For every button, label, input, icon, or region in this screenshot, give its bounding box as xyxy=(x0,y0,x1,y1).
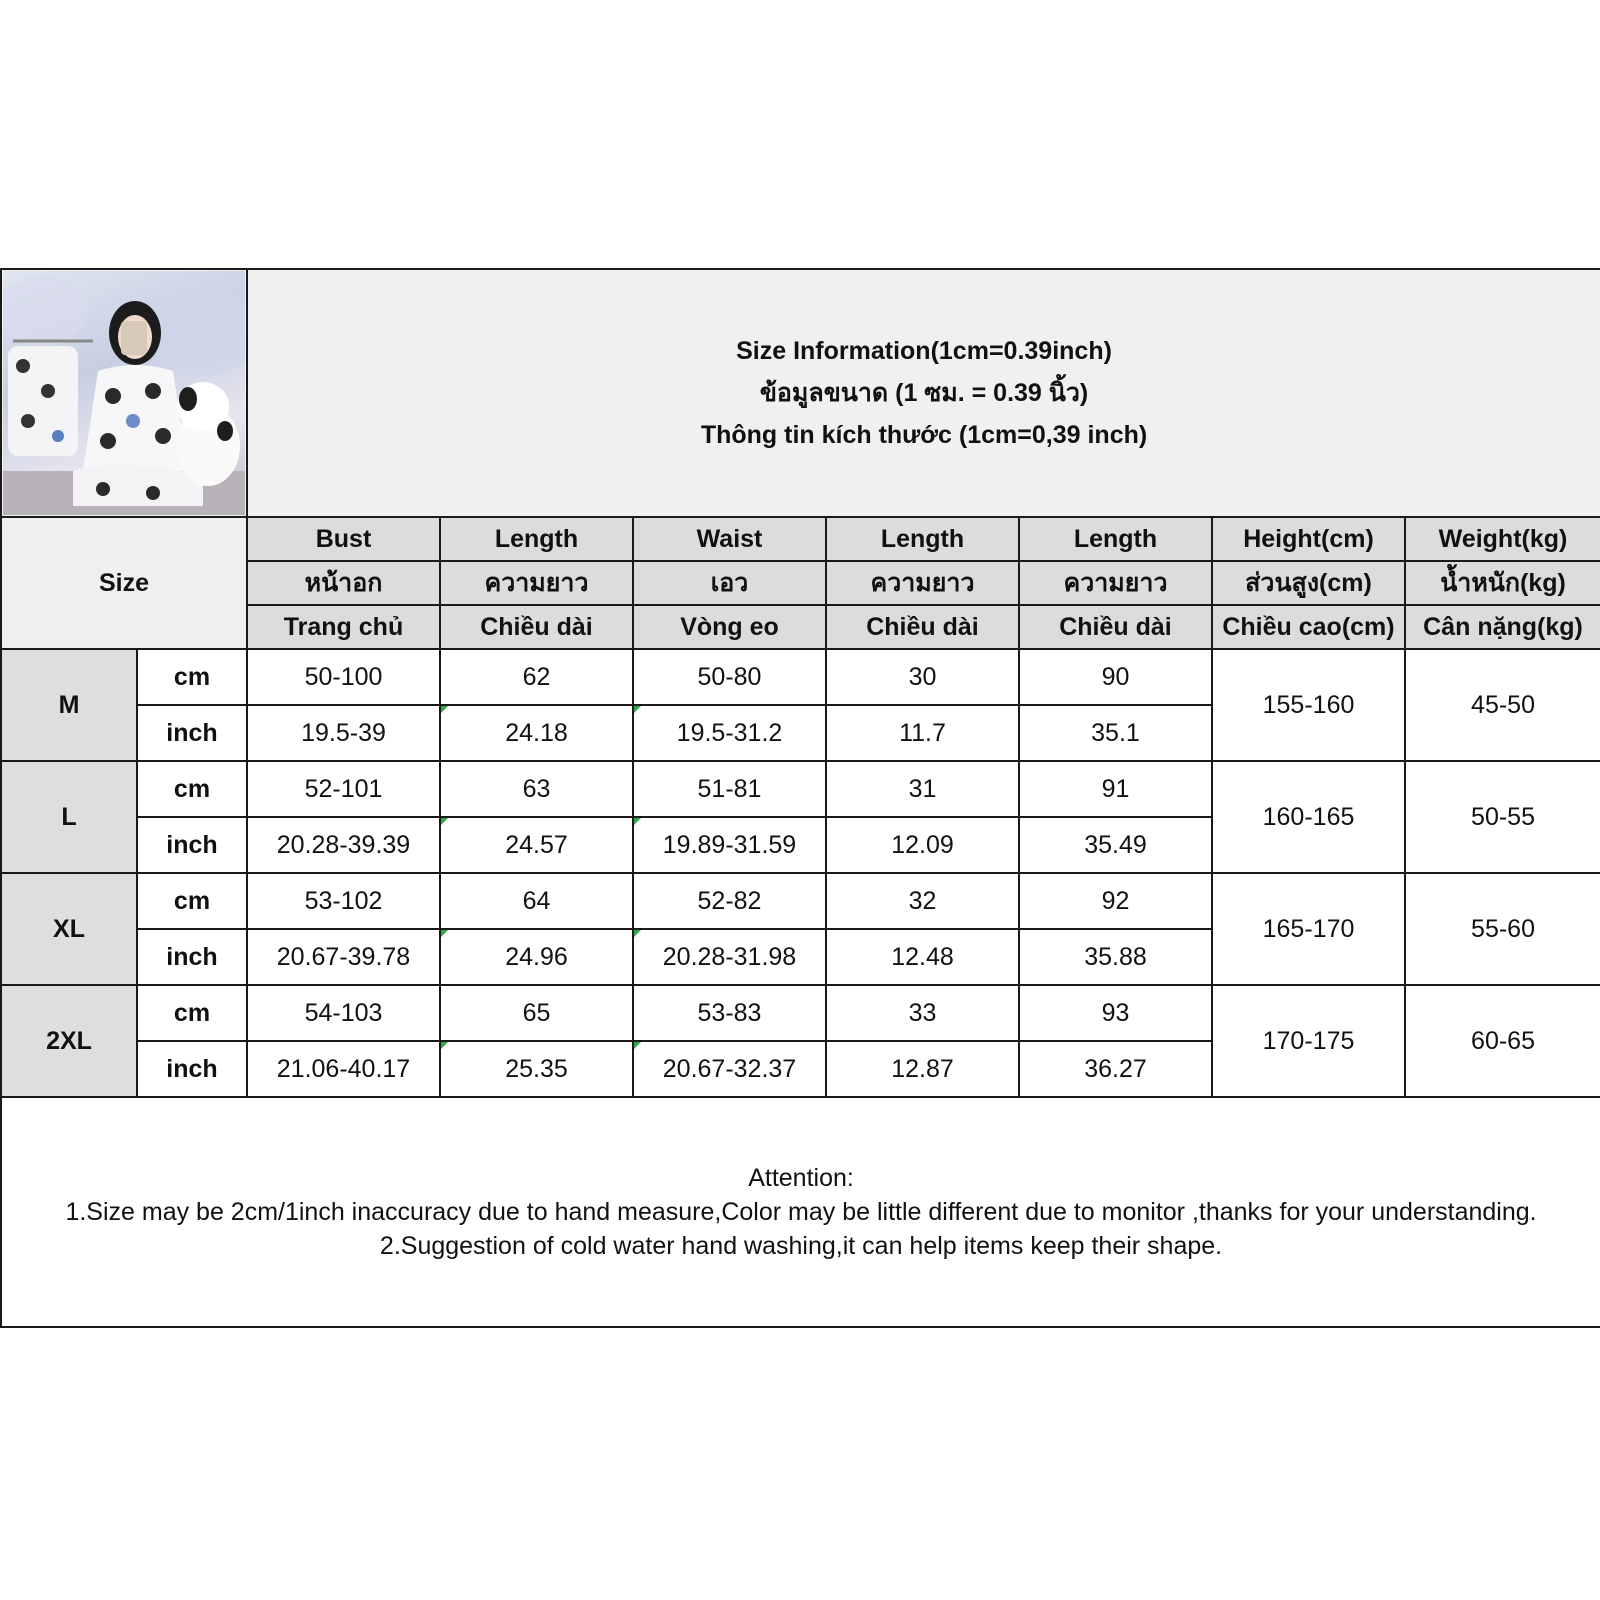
table-row xyxy=(1,985,1600,1041)
height-cell: 155-160 xyxy=(1212,649,1405,761)
table-cell: 12.87 xyxy=(826,1041,1019,1097)
col-bust-th: หน้าอก xyxy=(247,561,440,605)
table-cell: 52-101 xyxy=(247,761,440,817)
size-label: XL xyxy=(1,873,137,985)
table-cell: 50-80 xyxy=(633,649,826,705)
attention-line-2: 2.Suggestion of cold water hand washing,it can help items keep their shape. xyxy=(379,1232,1223,1260)
table-cell: 11.7 xyxy=(826,705,1019,761)
table-cell: 92 xyxy=(1019,873,1212,929)
table-cell: 65 xyxy=(440,985,633,1041)
size-label: L xyxy=(1,761,137,873)
col-length2-en: Length xyxy=(826,517,1019,561)
table-cell: 31 xyxy=(826,761,1019,817)
title-vietnamese: Thông tin kích thước (1cm=0,39 inch) xyxy=(700,421,1148,449)
size-label: M xyxy=(1,649,137,761)
col-weight-vi: Cân nặng(kg) xyxy=(1405,605,1600,649)
size-table xyxy=(0,268,1600,1328)
size-chart xyxy=(0,268,1600,1334)
table-cell: 21.06-40.17 xyxy=(247,1041,440,1097)
col-length3-vi: Chiều dài xyxy=(1019,605,1212,649)
unit-label: cm xyxy=(137,761,247,817)
col-length3-en: Length xyxy=(1019,517,1212,561)
height-cell: 170-175 xyxy=(1212,985,1405,1097)
weight-cell: 60-65 xyxy=(1405,985,1600,1097)
size-label: 2XL xyxy=(1,985,137,1097)
table-cell: 19.89-31.59 xyxy=(633,817,826,873)
table-cell: 32 xyxy=(826,873,1019,929)
col-weight-en: Weight(kg) xyxy=(1405,517,1600,561)
table-cell: 24.96 xyxy=(440,929,633,985)
table-cell: 20.67-39.78 xyxy=(247,929,440,985)
weight-cell: 50-55 xyxy=(1405,761,1600,873)
table-cell: 24.57 xyxy=(440,817,633,873)
table-row xyxy=(1,761,1600,817)
col-length1-vi: Chiều dài xyxy=(440,605,633,649)
table-cell: 54-103 xyxy=(247,985,440,1041)
attention-notes xyxy=(1,1097,1600,1327)
product-photo-cell xyxy=(1,269,247,517)
title-english: Size Information(1cm=0.39inch) xyxy=(736,337,1112,365)
table-cell: 25.35 xyxy=(440,1041,633,1097)
col-bust-vi: Trang chủ xyxy=(247,605,440,649)
col-waist-vi: Vòng eo xyxy=(633,605,826,649)
table-cell: 52-82 xyxy=(633,873,826,929)
table-cell: 35.49 xyxy=(1019,817,1212,873)
size-column-header: Size xyxy=(1,517,247,649)
unit-label: inch xyxy=(137,705,247,761)
col-height-en: Height(cm) xyxy=(1212,517,1405,561)
col-bust-en: Bust xyxy=(247,517,440,561)
col-length1-en: Length xyxy=(440,517,633,561)
col-length2-th: ความยาว xyxy=(826,561,1019,605)
unit-label: inch xyxy=(137,1041,247,1097)
col-length2-vi: Chiều dài xyxy=(826,605,1019,649)
table-cell: 20.67-32.37 xyxy=(633,1041,826,1097)
table-row xyxy=(1,873,1600,929)
weight-cell: 45-50 xyxy=(1405,649,1600,761)
table-cell: 90 xyxy=(1019,649,1212,705)
table-cell: 33 xyxy=(826,985,1019,1041)
table-cell: 24.18 xyxy=(440,705,633,761)
unit-label: cm xyxy=(137,873,247,929)
table-cell: 12.48 xyxy=(826,929,1019,985)
table-cell: 53-83 xyxy=(633,985,826,1041)
table-cell: 19.5-39 xyxy=(247,705,440,761)
attention-heading: Attention: xyxy=(748,1164,854,1192)
title-thai: ข้อมูลขนาด (1 ซม. = 0.39 นิ้ว) xyxy=(759,379,1089,407)
table-cell: 12.09 xyxy=(826,817,1019,873)
height-cell: 160-165 xyxy=(1212,761,1405,873)
table-cell: 62 xyxy=(440,649,633,705)
table-cell: 50-100 xyxy=(247,649,440,705)
table-cell: 20.28-31.98 xyxy=(633,929,826,985)
weight-cell: 55-60 xyxy=(1405,873,1600,985)
height-cell: 165-170 xyxy=(1212,873,1405,985)
table-cell: 64 xyxy=(440,873,633,929)
unit-label: cm xyxy=(137,649,247,705)
col-length3-th: ความยาว xyxy=(1019,561,1212,605)
table-cell: 63 xyxy=(440,761,633,817)
unit-label: inch xyxy=(137,817,247,873)
unit-label: cm xyxy=(137,985,247,1041)
table-row xyxy=(1,649,1600,705)
col-height-vi: Chiều cao(cm) xyxy=(1212,605,1405,649)
table-cell: 30 xyxy=(826,649,1019,705)
table-cell: 19.5-31.2 xyxy=(633,705,826,761)
product-photo xyxy=(3,271,245,515)
col-waist-th: เอว xyxy=(633,561,826,605)
table-cell: 35.88 xyxy=(1019,929,1212,985)
table-cell: 36.27 xyxy=(1019,1041,1212,1097)
table-cell: 20.28-39.39 xyxy=(247,817,440,873)
pajama-model-icon xyxy=(3,271,245,515)
size-information-title xyxy=(247,269,1600,517)
col-length1-th: ความยาว xyxy=(440,561,633,605)
table-cell: 91 xyxy=(1019,761,1212,817)
col-weight-th: น้ำหนัก(kg) xyxy=(1405,561,1600,605)
col-waist-en: Waist xyxy=(633,517,826,561)
attention-line-1: 1.Size may be 2cm/1inch inaccuracy due to hand measure,Color may be little different due to monitor ,thanks for your understanding. xyxy=(65,1198,1537,1226)
table-cell: 35.1 xyxy=(1019,705,1212,761)
col-height-th: ส่วนสูง(cm) xyxy=(1212,561,1405,605)
table-cell: 93 xyxy=(1019,985,1212,1041)
table-cell: 51-81 xyxy=(633,761,826,817)
unit-label: inch xyxy=(137,929,247,985)
table-cell: 53-102 xyxy=(247,873,440,929)
